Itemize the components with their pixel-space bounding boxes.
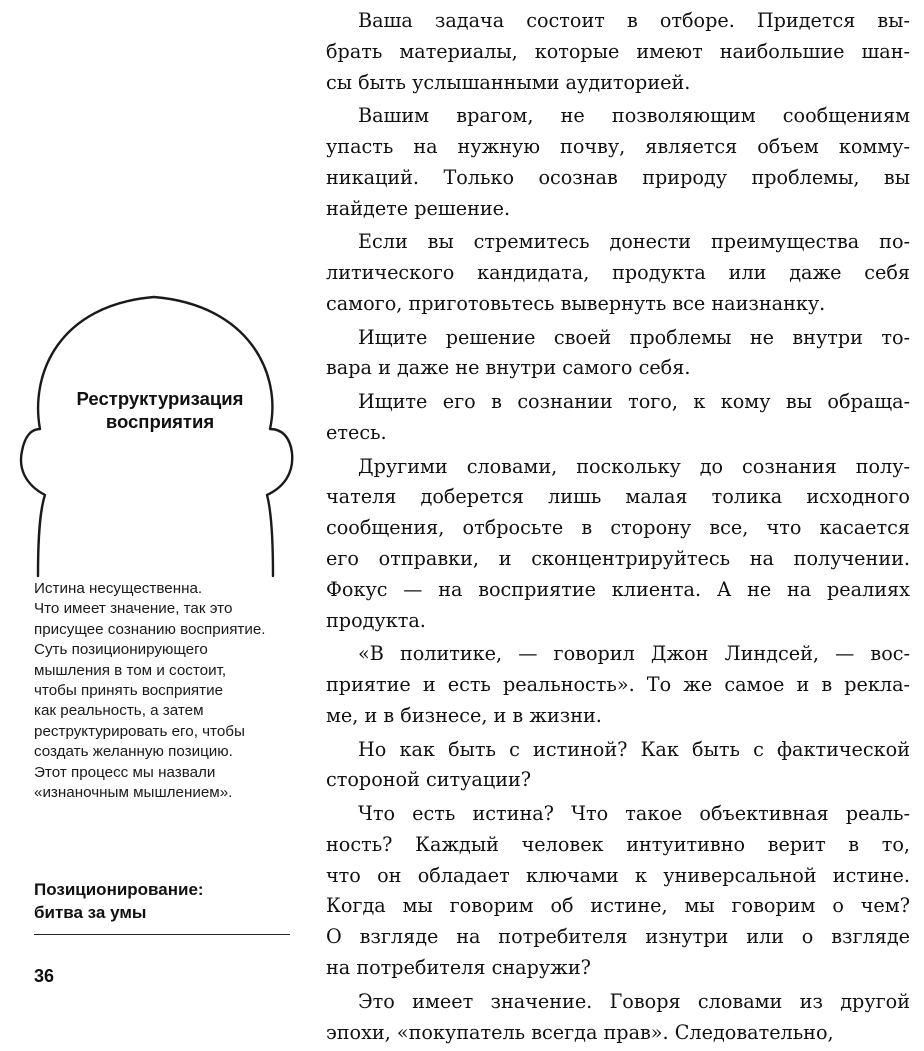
body-line: приятие и есть реальность». То же самое и в рекла- bbox=[326, 673, 910, 697]
body-line: продукта. bbox=[326, 608, 426, 632]
body-paragraph bbox=[326, 101, 910, 224]
body-line: никаций. Только осознав природу проблемы, вы bbox=[326, 165, 910, 189]
body-line: Когда мы говорим об истине, мы говорим о чем? bbox=[326, 894, 910, 918]
body-line: ность? Каждый человек интуитивно верит в то, bbox=[326, 832, 910, 856]
body-line: О взгляде на потребителя изнутри или о взгляде bbox=[326, 925, 910, 949]
body-paragraph bbox=[326, 323, 910, 385]
book-title-line: битва за умы bbox=[34, 903, 147, 922]
body-line: Ищите решение своей проблемы не внутри то- bbox=[358, 325, 910, 349]
sidebar-quote bbox=[34, 579, 302, 803]
head-silhouette-illustration bbox=[18, 295, 296, 577]
sidebar-quote-line: Что имеет значение, так это bbox=[34, 600, 233, 618]
body-line: на потребителя снаружи? bbox=[326, 956, 591, 980]
body-paragraph bbox=[326, 452, 910, 637]
body-line: вара и даже не внутри самого себя. bbox=[326, 356, 691, 380]
sidebar-quote-line: реструктурировать его, чтобы bbox=[34, 722, 245, 740]
head-label-line: восприятия bbox=[105, 411, 215, 432]
page-number: 36 bbox=[34, 966, 55, 986]
head-outline-path bbox=[21, 297, 292, 576]
body-paragraph bbox=[326, 6, 910, 98]
body-line: упасть на нужную почву, является объем комму- bbox=[326, 135, 910, 159]
body-line: чателя доберется лишь малая толика исходного bbox=[326, 485, 910, 509]
body-line: Вашим врагом, не позволяющим сообщениям bbox=[358, 104, 910, 128]
book-title-line: Позиционирование: bbox=[34, 880, 204, 899]
sidebar-quote-line: как реальность, а затем bbox=[34, 702, 204, 720]
body-line: Ваша задача состоит в отборе. Придется вы- bbox=[358, 9, 910, 32]
body-line: эпохи, «покупатель всегда прав». Следовательно, bbox=[326, 1020, 834, 1044]
body-line: брать материалы, которые имеют наибольшие шан- bbox=[326, 39, 910, 63]
body-line: что он обладает ключами к универсальной истине. bbox=[326, 863, 910, 887]
body-line: стороной ситуации? bbox=[326, 768, 532, 792]
body-line: «В политике, — говорил Джон Линдсей, — вос- bbox=[358, 642, 910, 666]
body-line: литического кандидата, продукта или даже себя bbox=[326, 261, 910, 285]
body-paragraph bbox=[326, 227, 910, 319]
sidebar-quote-line: присущее сознанию восприятие. bbox=[34, 620, 266, 638]
body-line: сы быть услышанными аудиторией. bbox=[326, 70, 691, 94]
body-line: етесь. bbox=[326, 420, 387, 444]
sidebar-quote-line: «изнаночным мышлением». bbox=[34, 784, 233, 802]
body-line: найдете решение. bbox=[326, 196, 511, 220]
sidebar-quote-line: Суть позиционирующего bbox=[34, 641, 208, 659]
body-paragraph bbox=[326, 735, 910, 797]
footer-divider bbox=[34, 934, 290, 935]
body-line: Другими словами, поскольку до сознания полу- bbox=[358, 454, 910, 478]
body-paragraph bbox=[326, 387, 910, 449]
body-paragraph bbox=[326, 639, 910, 731]
head-label-line: Реструктуризация bbox=[76, 388, 244, 409]
body-paragraph bbox=[326, 799, 910, 984]
body-line: Ищите его в сознании того, к кому вы обраща- bbox=[358, 390, 910, 414]
body-line: Но как быть с истиной? Как быть с фактической bbox=[358, 737, 910, 761]
running-book-title bbox=[34, 878, 302, 924]
body-line: сообщения, отбросьте в сторону все, что касается bbox=[326, 516, 910, 540]
sidebar-quote-line: чтобы принять восприятие bbox=[34, 682, 224, 700]
main-text-column bbox=[326, 6, 910, 1051]
body-line: ме, и в бизнесе, и в жизни. bbox=[326, 703, 602, 727]
body-line: самого, приготовьтесь вывернуть все наизнанку. bbox=[326, 291, 826, 315]
body-line: его отправки, и сконцентрируйтесь на получении. bbox=[326, 547, 910, 570]
head-outline-icon bbox=[18, 295, 296, 577]
sidebar-quote-line: мышления в том и состоит, bbox=[34, 661, 227, 679]
body-line: Фокус — на восприятие клиента. А не на реалиях bbox=[326, 577, 910, 601]
sidebar-quote-line: Истина несущественна. bbox=[34, 580, 203, 597]
body-line: Что есть истина? Что такое объективная реаль- bbox=[358, 802, 910, 826]
sidebar-quote-line: Этот процесс мы назвали bbox=[34, 763, 216, 781]
head-label bbox=[46, 387, 274, 433]
sidebar-quote-line: создать желанную позицию. bbox=[34, 743, 233, 761]
body-line: Это имеет значение. Говоря словами из другой bbox=[358, 989, 910, 1013]
body-line: Если вы стремитесь донести преимущества по- bbox=[358, 230, 910, 254]
